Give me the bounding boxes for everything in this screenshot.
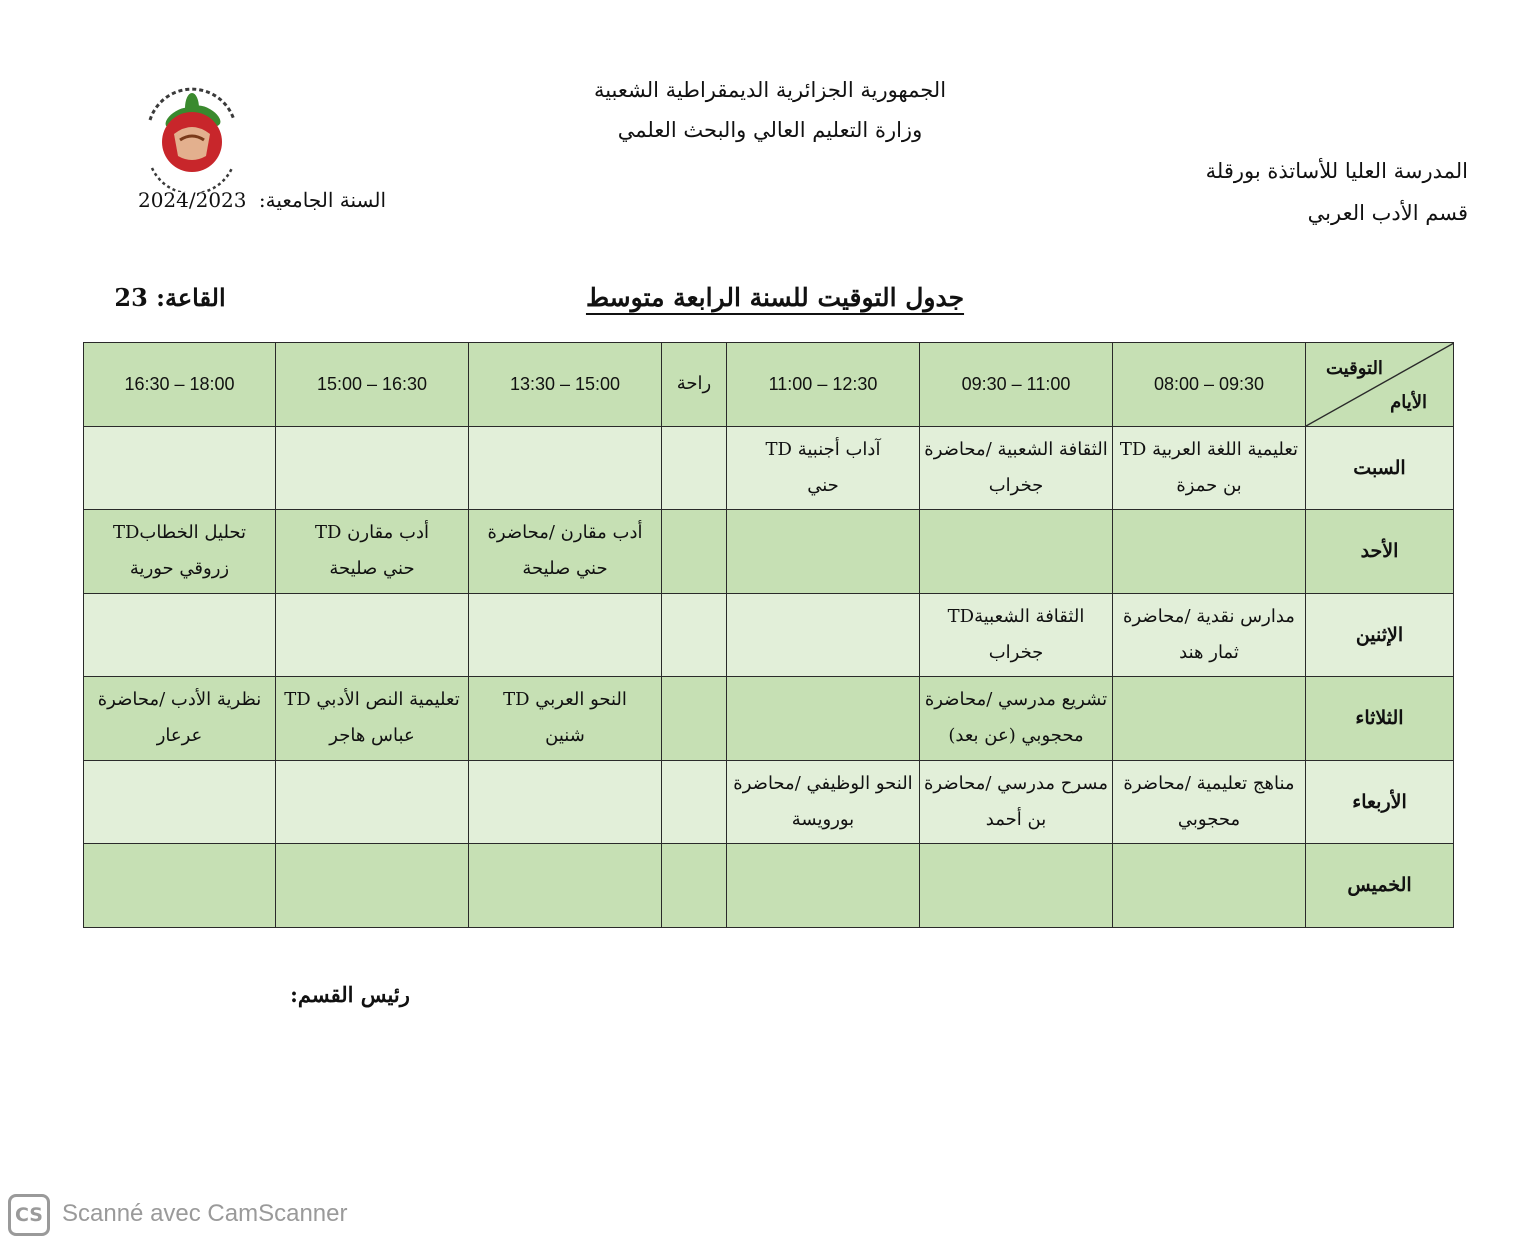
instructor-name: شنين (545, 725, 585, 747)
session-cell (1113, 593, 1306, 677)
session-cell (920, 426, 1113, 510)
session-cell (727, 844, 920, 928)
department-head-label: رئيس القسم: (290, 982, 410, 1007)
day-cell: الأحد (1306, 510, 1454, 594)
session-cell (727, 426, 920, 510)
session-cell (727, 593, 920, 677)
instructor-name: بن حمزة (1176, 474, 1242, 496)
corner-time-label: التوقيت (1326, 358, 1383, 379)
session-cell (469, 593, 662, 677)
time-slot-header: 15:00 – 13:30 (469, 343, 662, 427)
instructor-name: بورويسة (791, 808, 855, 830)
course-name: نظرية الأدب /محاضرة (97, 689, 262, 711)
corner-days-label: الأيام (1390, 392, 1427, 413)
session-cell (1113, 844, 1306, 928)
day-cell: الأربعاء (1306, 760, 1454, 844)
course-name: الثقافة الشعبية /محاضرة (924, 438, 1108, 460)
session-cell (84, 844, 276, 928)
session-cell (920, 510, 1113, 594)
session-cell (469, 844, 662, 928)
camscanner-text: Scanné avec CamScanner (62, 1200, 348, 1227)
instructor-name: جخراب (988, 474, 1044, 496)
instructor-name: حني (807, 474, 839, 496)
course-name: أدب مقارن /محاضرة (487, 522, 643, 544)
session-cell (84, 510, 276, 594)
session-cell (920, 593, 1113, 677)
department-name: قسم الأدب العربي (1307, 201, 1468, 225)
republic-name: الجمهورية الجزائرية الديمقراطية الشعبية (593, 78, 947, 102)
instructor-name: زروقي حورية (129, 558, 230, 580)
course-name: النحو العربي TD (503, 689, 627, 711)
camscanner-watermark (8, 1194, 388, 1238)
table-row (84, 593, 1454, 677)
instructor-name: عباس هاجر (329, 725, 415, 747)
ministry-name: وزارة التعليم العالي والبحث العلمي (617, 118, 923, 142)
session-cell (1113, 760, 1306, 844)
instructor-name: حني صليحة (329, 558, 415, 580)
room-label: القاعة: 23 (114, 283, 226, 312)
session-cell (276, 426, 469, 510)
timetable-corner-cell (1306, 343, 1454, 427)
break-cell (662, 677, 727, 761)
session-cell (84, 760, 276, 844)
session-cell (84, 426, 276, 510)
academic-year (86, 188, 386, 212)
header-center (520, 70, 1020, 150)
school-logo-icon (130, 68, 254, 192)
session-cell (276, 510, 469, 594)
time-slot-header: 09:30 – 08:00 (1113, 343, 1306, 427)
session-cell (727, 510, 920, 594)
course-name: تعليمية اللغة العربية TD (1119, 438, 1299, 460)
break-cell (662, 426, 727, 510)
instructor-name: محجوبي (1177, 808, 1241, 830)
session-cell (727, 760, 920, 844)
break-cell (662, 844, 727, 928)
session-cell (920, 677, 1113, 761)
school-name: المدرسة العليا للأساتذة بورقلة (1205, 159, 1468, 183)
day-cell: الثلاثاء (1306, 677, 1454, 761)
session-cell (1113, 677, 1306, 761)
course-name: آداب أجنبية TD (765, 438, 881, 460)
course-name: تعليمية النص الأدبي TD (284, 689, 460, 711)
session-cell (84, 677, 276, 761)
table-row (84, 760, 1454, 844)
day-cell: الخميس (1306, 844, 1454, 928)
time-slot-header: 18:00 – 16:30 (84, 343, 276, 427)
session-cell (469, 760, 662, 844)
session-cell (84, 593, 276, 677)
course-name: النحو الوظيفي /محاضرة (733, 772, 913, 794)
timetable-header-row (84, 343, 1454, 427)
session-cell (1113, 510, 1306, 594)
instructor-name: جخراب (988, 641, 1044, 663)
course-name: الثقافة الشعبيةTD (947, 605, 1085, 627)
break-cell (662, 760, 727, 844)
day-cell: السبت (1306, 426, 1454, 510)
break-cell (662, 510, 727, 594)
table-row (84, 677, 1454, 761)
instructor-name: ثمار هند (1179, 641, 1239, 663)
course-name: أدب مقارن TD (315, 522, 429, 544)
session-cell (276, 844, 469, 928)
table-row (84, 510, 1454, 594)
course-name: مناهج تعليمية /محاضرة (1123, 772, 1295, 794)
timetable (83, 342, 1454, 928)
break-cell (662, 593, 727, 677)
page-title-text: جدول التوقيت للسنة الرابعة متوسط (585, 283, 965, 312)
instructor-name: بن أحمد (985, 808, 1047, 830)
header-right (1048, 150, 1468, 234)
session-cell (276, 677, 469, 761)
time-slot-header: 12:30 – 11:00 (727, 343, 920, 427)
course-name: مسرح مدرسي /محاضرة (923, 772, 1109, 794)
session-cell (920, 760, 1113, 844)
page-title (560, 283, 990, 312)
instructor-name: محجوبي (عن بعد) (948, 725, 1084, 747)
session-cell (469, 510, 662, 594)
session-cell (469, 677, 662, 761)
table-row (84, 426, 1454, 510)
course-name: تحليل الخطابTD (112, 522, 247, 544)
instructor-name: عرعار (156, 725, 203, 747)
session-cell (727, 677, 920, 761)
break-header: راحة (662, 343, 727, 427)
session-cell (276, 593, 469, 677)
course-name: تشريع مدرسي /محاضرة (924, 689, 1108, 711)
time-slot-header: 11:00 – 09:30 (920, 343, 1113, 427)
session-cell (920, 844, 1113, 928)
camscanner-logo-icon: CS (8, 1194, 50, 1236)
session-cell (276, 760, 469, 844)
academic-year-value: 2024/2023 (137, 188, 247, 212)
session-cell (469, 426, 662, 510)
day-cell: الإثنين (1306, 593, 1454, 677)
instructor-name: حني صليحة (522, 558, 608, 580)
course-name: مدارس نقدية /محاضرة (1123, 605, 1295, 627)
session-cell (1113, 426, 1306, 510)
table-row (84, 844, 1454, 928)
academic-year-label: السنة الجامعية: (258, 188, 386, 212)
time-slot-header: 16:30 – 15:00 (276, 343, 469, 427)
